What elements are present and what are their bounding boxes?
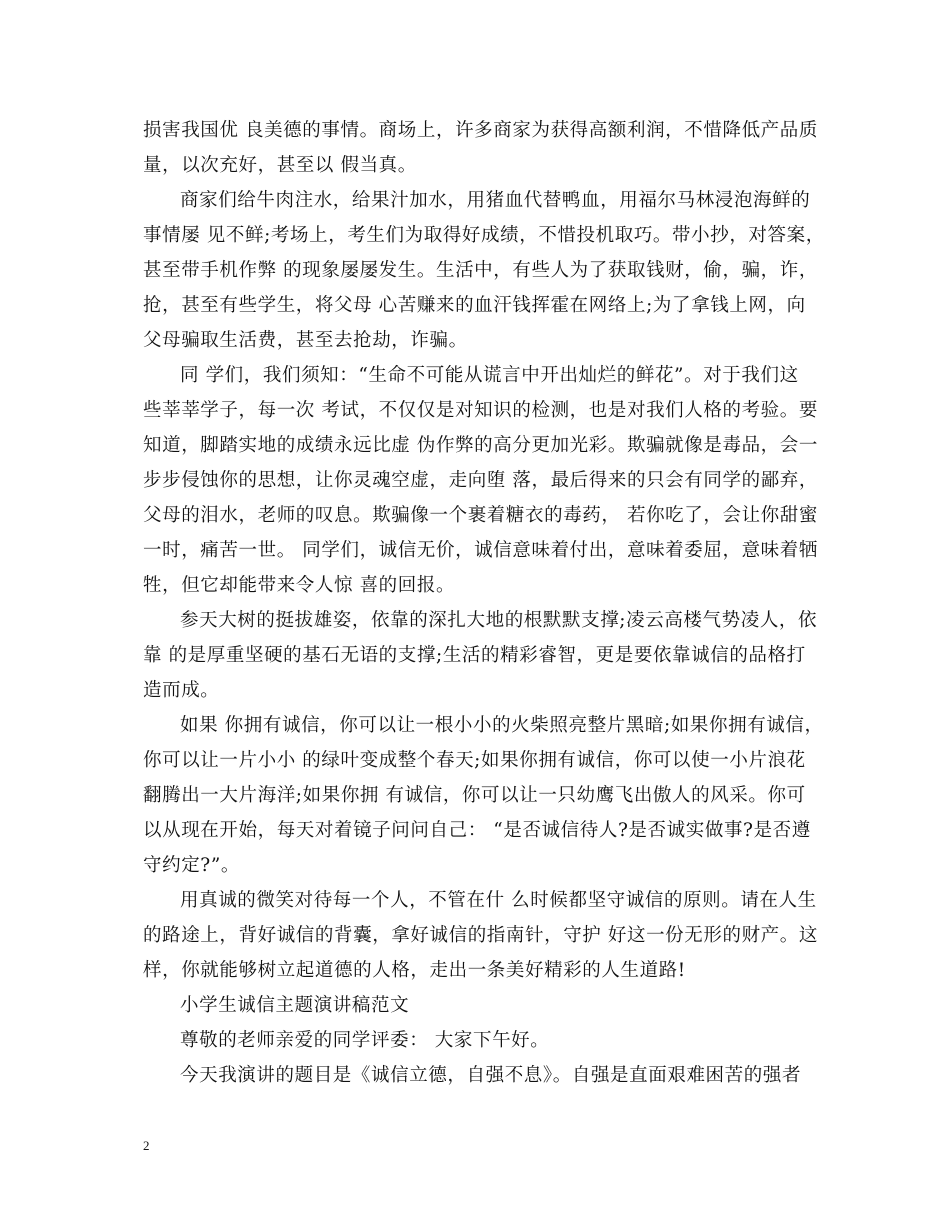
text-line: 以从现在开始，每天对着镜子问问自己： “是否诚信待人?是否诚实做事?是否遵: [143, 820, 811, 841]
text-line: 量，以次充好，甚至以 假当真。: [143, 155, 417, 176]
document-body: [143, 113, 825, 1093]
paragraph-start: 如果 你拥有诚信，你可以让一根小小的火柴照亮整片黑暗;如果你拥有诚信，: [180, 715, 824, 736]
paragraph-start: 用真诚的微笑对待每一个人，不管在什 么时候都坚守诚信的原则。请在人生: [180, 890, 817, 911]
text-line: 造而成。: [143, 680, 220, 701]
paragraph-start: 参天大树的挺拔雄姿，依靠的深扎大地的根默默支撑;凌云高楼气势凌人，依: [180, 610, 818, 631]
text-line: 步步侵蚀你的思想，让你灵魂空虚，走向堕 落，最后得来的只会有同学的鄙弃，: [143, 470, 818, 491]
paragraph-start: 商家们给牛肉注水，给果汁加水，用猪血代替鸭血，用福尔马林浸泡海鲜的: [180, 190, 811, 211]
text-line: 一时，痛苦一世。 同学们，诚信无价，诚信意味着付出，意味着委屈，意味着牺: [143, 540, 818, 561]
text-line: 些莘莘学子，每一次 考试，不仅仅是对知识的检测，也是对我们人格的考验。要: [143, 400, 818, 421]
text-line: 父母骗取生活费，甚至去抢劫，诈骗。: [143, 330, 468, 351]
text-line: 事情屡 见不鲜;考场上，考生们为取得好成绩，不惜投机取巧。带小抄，对答案，: [143, 225, 825, 246]
text-line: 知道，脚踏实地的成绩永远比虚 伪作弊的高分更加光彩。欺骗就像是毒品，会一: [143, 435, 818, 456]
text-line: 守约定?”。: [143, 855, 240, 876]
salutation: 尊敬的老师亲爱的同学评委： 大家下午好。: [180, 1030, 550, 1051]
text-line: 抢，甚至有些学生，将父母 心苦赚来的血汗钱挥霍在网络上;为了拿钱上网，向: [143, 295, 806, 316]
text-line: 样，你就能够树立起道德的人格，走出一条美好精彩的人生道路!: [143, 960, 686, 981]
text-line: 翻腾出一大片海洋;如果你拥 有诚信，你可以让一只幼鹰飞出傲人的风采。你可: [143, 785, 806, 806]
text-line: 的路途上，背好诚信的背囊，拿好诚信的指南针，守护 好这一份无形的财产。这: [143, 925, 818, 946]
text-line: 靠 的是厚重坚硬的基石无语的支撑;生活的精彩睿智，更是要依靠诚信的品格打: [143, 645, 806, 666]
text-line: 父母的泪水，老师的叹息。欺骗像一个裹着糖衣的毒药， 若你吃了，会让你甜蜜: [143, 505, 818, 526]
text-line: 损害我国优 良美德的事情。商场上，许多商家为获得高额利润，不惜降低产品质: [143, 120, 818, 141]
text-line: 你可以让一片小小 的绿叶变成整个春天;如果你拥有诚信，你可以使一小片浪花: [143, 750, 806, 771]
paragraph-start: 今天我演讲的题目是《诚信立德，自强不息》。自强是直面艰难困苦的强者: [180, 1065, 802, 1086]
text-line: 甚至带手机作弊 的现象屡屡发生。生活中，有些人为了获取钱财，偷，骗，诈，: [143, 260, 818, 281]
text-line: 牲，但它却能带来令人惊 喜的回报。: [143, 575, 456, 596]
page-number: 2: [143, 1138, 150, 1153]
paragraph-start: 同 学们，我们须知：“生命不可能从谎言中开出灿烂的鲜花”。对于我们这: [180, 365, 799, 386]
section-heading: 小学生诚信主题演讲稿范文: [180, 995, 410, 1016]
